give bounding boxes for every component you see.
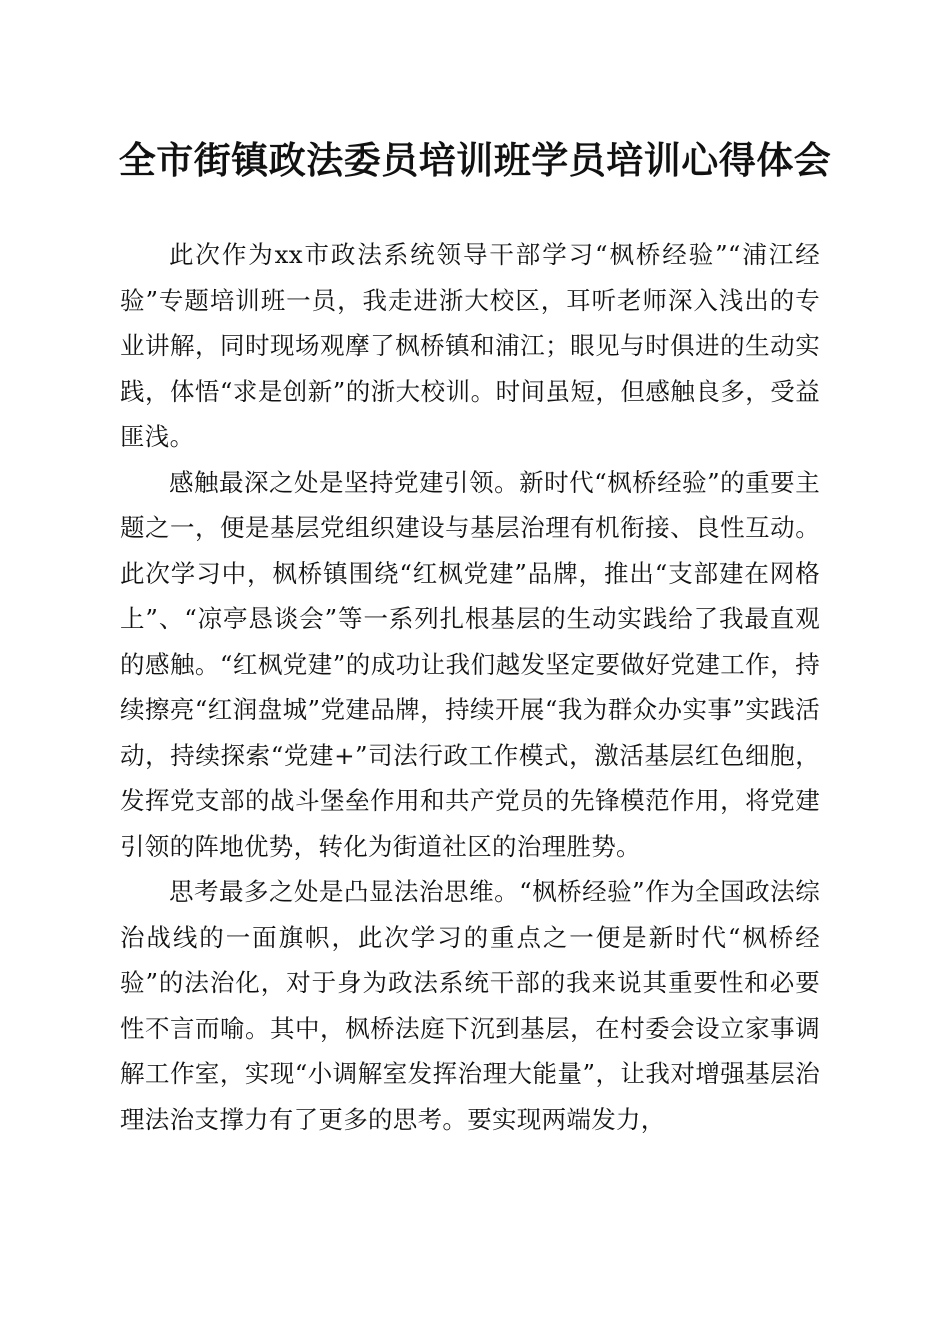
- paragraph-3: 思考最多之处是凸显法治思维。“枫桥经验”作为全国政法综治战线的一面旗帜，此次学习的重点之一便是新时代“枫桥经验”的法治化，对于身为政法系统干部的我来说其重要性和必要性不言而喻。其中，枫桥法庭下沉到基层，在村委会设立家事调解工作室，实现“小调解室发挥治理大能量”，让我对增强基层治理法治支撑力有了更多的思考。要实现两端发力，: [120, 877, 821, 1134]
- page-title: 全市街镇政法委员培训班学员培训心得体会: [118, 138, 832, 182]
- paragraph-2: 感触最深之处是坚持党建引领。新时代“枫桥经验”的重要主题之一，便是基层党组织建设与基层治理有机衔接、良性互动。此次学习中，枫桥镇围绕“红枫党建”品牌，推出“支部建在网格上”、“凉亭恳谈会”等一系列扎根基层的生动实践给了我最直观的感触。“红枫党建”的成功让我们越发坚定要做好党建工作，持续擦亮“红润盘城”党建品牌，持续开展“我为群众办实事”实践活动，持续探索“党建+”司法行政工作模式，激活基层红色细胞，发挥党支部的战斗堡垒作用和共产党员的先锋模范作用，将党建引领的阵地优势，转化为街道社区的治理胜势。: [120, 467, 820, 861]
- paragraph-1: 此次作为xx市政法系统领导干部学习“枫桥经验”“浦江经验”专题培训班一员，我走进浙大校区，耳听老师深入浅出的专业讲解，同时现场观摩了枫桥镇和浦江；眼见与时俱进的生动实践，体悟“求是创新”的浙大校训。时间虽短，但感触良多，受益匪浅。: [120, 240, 821, 451]
- document-body: [120, 232, 820, 1142]
